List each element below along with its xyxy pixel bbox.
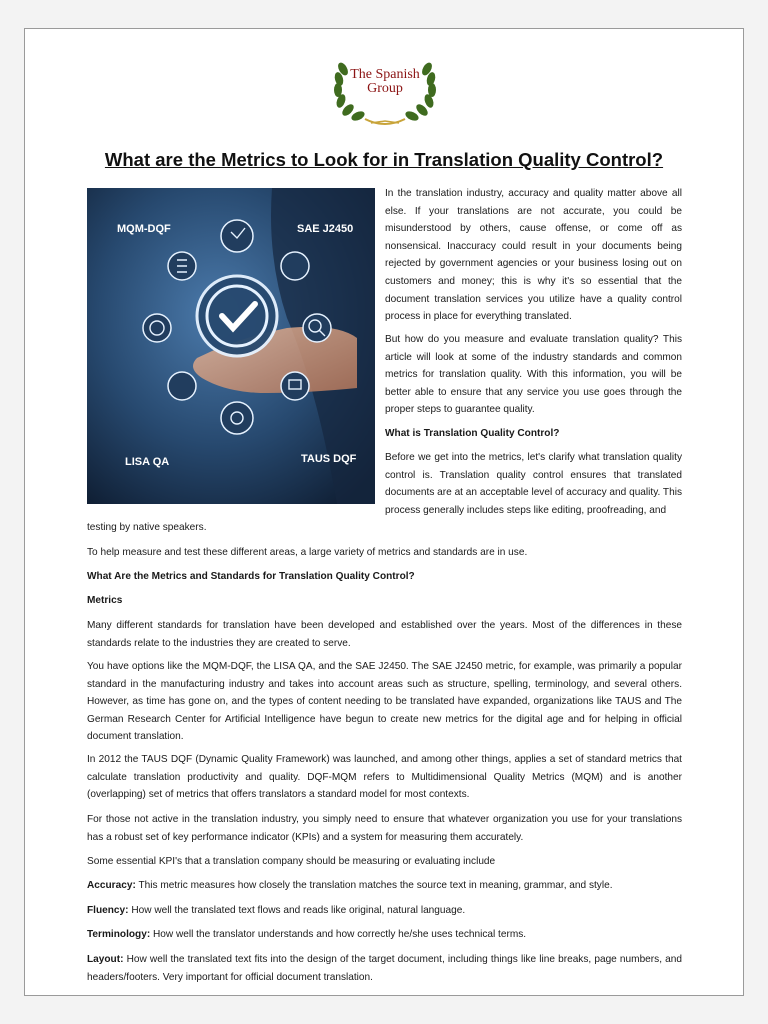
globe-icon [143, 314, 171, 342]
article-title: What are the Metrics to Look for in Translation Quality Control? [104, 149, 664, 170]
body-paragraph-8: For those not active in the translation industry, you simply need to ensure that whatever organization you use for your translations has a robust set of key performance indicator (KPIs) and a system for measuring them accurately. [87, 814, 682, 843]
label-taus-dqf: TAUS DQF [301, 453, 357, 465]
kpi-accuracy-label: Accuracy: [87, 880, 136, 891]
kpi-layout-text: How well the translated text fits into the design of the target document, including things like line breaks, page numbers, and headers/footers. Very important for official document translation. [87, 954, 682, 983]
document-page [24, 28, 744, 996]
kpi-fluency [87, 902, 682, 920]
intro-paragraph-3-continued: testing by native speakers. [87, 522, 207, 533]
presentation-icon [281, 372, 309, 400]
certificate-icon [221, 220, 253, 252]
kpi-fluency-text: How well the translated text flows and reads like original, natural language. [128, 905, 466, 916]
hero-image [87, 188, 375, 504]
body-paragraph-9: Some essential KPI's that a translation company should be measuring or evaluating include [87, 856, 496, 867]
intro-paragraph-1: In the translation industry, accuracy and quality matter above all else. If your translations are not accurate, you could be misunderstood by others, cause offense, or come off as nonsensical. Inaccuracy could result in your documents being rejected by government agencies or your business losing out on customers and money; this is why it's so essential that the document translation services you utilize have a quality control process in place for everything translated. [385, 188, 682, 323]
body-paragraph-4: To help measure and test these different areas, a large variety of metrics and standards are in use. [87, 547, 528, 558]
gears-icon [221, 402, 253, 434]
checkmark-icon [197, 276, 277, 356]
label-mqm-dqf: MQM-DQF [117, 223, 171, 235]
body-paragraph-7: In 2012 the TAUS DQF (Dynamic Quality Framework) was launched, and among other things, applies a set of standard metrics that calculate translation productivity and quality. DQF-MQM refers to Multidimensional Quality Metrics (MQM) and is another (overlapping) set of metrics that offers translators a standard model for most contexts. [87, 754, 682, 801]
intro-paragraph-2: But how do you measure and evaluate translation quality? This article will look at some of the industry standards and common metrics for translation quality. With this information, you will be better able to ensure that any service you use goes through the proper steps to guarantee quality. [385, 334, 682, 416]
kpi-layout-label: Layout: [87, 954, 124, 965]
kpi-terminology [87, 926, 682, 944]
body-paragraph-6: You have options like the MQM-DQF, the LISA QA, and the SAE J2450. The SAE J2450 metric, for example, was primarily a popular standard in the manufacturing industry and takes into account areas such as structure, spelling, terminology, and several others. However, as time has gone on, and the types of content needing to be translated have expanded, organizations like TAUS and The German Research Center for Artificial Intelligence have begun to create new metrics for the digital age and for helping in official document translation. [87, 661, 682, 743]
kpi-terminology-text: How well the translator understands and how correctly he/she uses technical terms. [150, 929, 527, 940]
body-paragraph-5: Many different standards for translation have been developed and established over the years. Most of the differences in these standards relate to the industries they are created to serve. [87, 620, 682, 649]
heading-metrics: Metrics [87, 595, 123, 606]
kpi-accuracy [87, 877, 682, 895]
kpi-fluency-label: Fluency: [87, 905, 129, 916]
magnifier-icon [303, 314, 331, 342]
org-chart-icon [281, 252, 309, 280]
binders-icon [168, 372, 196, 400]
heading-metrics-standards: What Are the Metrics and Standards for Translation Quality Control? [87, 571, 415, 582]
company-logo [313, 49, 457, 137]
kpi-terminology-label: Terminology: [87, 929, 151, 940]
kpi-accuracy-text: This metric measures how closely the translation matches the source text in meaning, grammar, and style. [135, 880, 613, 891]
kpi-layout [87, 951, 682, 986]
intro-paragraph-3: Before we get into the metrics, let's clarify what translation quality control is. Translation quality control ensures that translated documents are at an acceptable level of accuracy and quality. This process generally includes steps like editing, proofreading, and [385, 452, 683, 516]
logo-line-1: The Spanish [350, 67, 420, 82]
label-sae-j2450: SAE J2450 [297, 223, 354, 235]
label-lisa-qa: LISA QA [125, 456, 170, 468]
heading-what-is-quality-control: What is Translation Quality Control? [385, 428, 560, 439]
logo-line-2: Group [367, 81, 403, 96]
